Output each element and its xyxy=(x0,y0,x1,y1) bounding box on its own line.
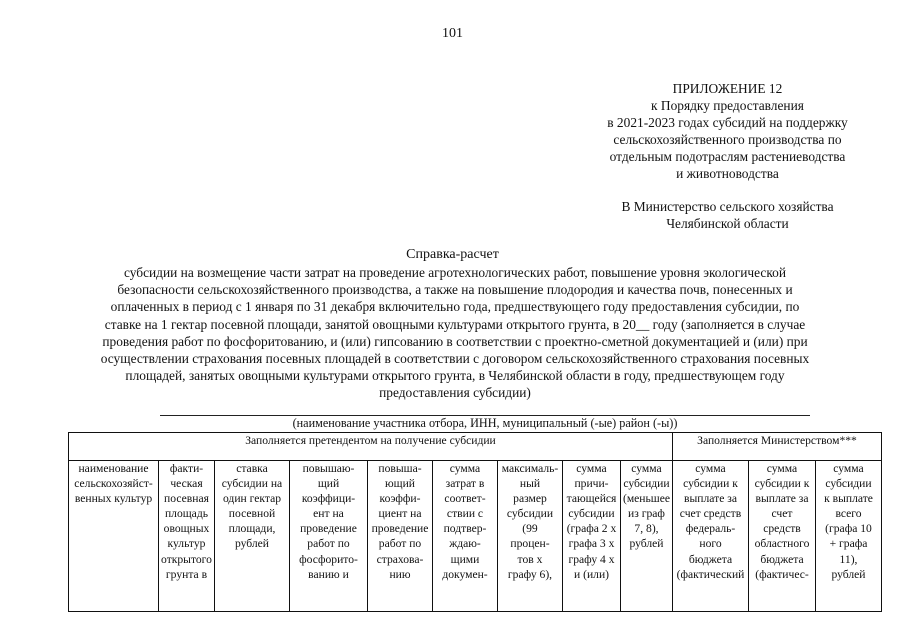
appendix-line: и животноводства xyxy=(676,166,779,181)
column-header-line: один гектар xyxy=(222,492,282,506)
column-header-line: факти- xyxy=(169,462,204,475)
appendix-header xyxy=(585,80,870,182)
column-header-line: площади, xyxy=(228,522,276,536)
column-header-line: ждаю- xyxy=(449,537,481,551)
column-header-line: рублей xyxy=(629,537,664,551)
column-header xyxy=(159,461,215,612)
column-header-line: ент на xyxy=(313,507,344,521)
column-header-line: площадь xyxy=(164,507,209,521)
column-header-line: 11), xyxy=(839,552,858,566)
column-header xyxy=(368,461,433,612)
description-line: оплаченных в период с 1 января по 31 декабря включительно года, предшествующего году предоставления субсидии, по xyxy=(110,299,800,315)
column-header-line: ставка xyxy=(236,462,268,475)
column-header-line: ческая xyxy=(170,477,203,491)
column-header-line: венных культур xyxy=(74,492,153,506)
column-header-line: (графа 10 xyxy=(825,522,872,536)
column-header-line: графу 4 х xyxy=(568,552,615,566)
column-header-line: субсидии xyxy=(568,507,615,521)
column-header-line: посевная xyxy=(164,492,209,506)
appendix-line: в 2021-2023 годах субсидий на поддержку xyxy=(607,115,848,130)
column-header xyxy=(433,461,498,612)
group-ministry-header: Заполняется Министерством*** xyxy=(673,433,882,461)
column-header-line: ванию и xyxy=(308,567,349,581)
description-line: безопасности сельскохозяйственного производства, а также на повышение плодородия и качества почв, понесенных и xyxy=(117,282,793,298)
addressee-line: Челябинской области xyxy=(666,216,789,231)
column-header-line: сумма xyxy=(833,462,864,475)
appendix-line: отдельным подотраслям растениеводства xyxy=(609,149,846,164)
column-header xyxy=(563,461,621,612)
column-header-line: (фактичес- xyxy=(755,567,809,581)
column-header-line: сумма xyxy=(576,462,607,475)
column-header-line: субсидии к xyxy=(683,477,738,491)
column-header-line: субсидии к xyxy=(754,477,810,491)
column-header-line: ющий xyxy=(385,477,415,491)
column-header-line: рублей xyxy=(234,537,270,551)
column-header-line: выплате за xyxy=(684,492,737,506)
column-header-line: соответ- xyxy=(444,492,486,506)
column-header-line: наименование xyxy=(78,462,149,475)
column-header-line: сельскохозяйст- xyxy=(74,477,153,491)
document-title: Справка-расчет xyxy=(406,247,499,262)
column-header-line: коэффици- xyxy=(301,492,356,506)
column-header-line: средств xyxy=(763,522,801,536)
column-header xyxy=(816,461,882,612)
description-line: проведения работ по фосфоритованию, и (или) гипсованию в соответствии с проектно-сметной документацией и (или) при xyxy=(102,333,808,349)
column-header-line: бюджета xyxy=(688,552,733,566)
column-header-line: субсидии xyxy=(623,477,670,491)
column-header-line: страхова- xyxy=(376,552,424,566)
column-header-line: ного xyxy=(699,537,722,551)
addressee-line: В Министерство сельского хозяйства xyxy=(621,199,834,214)
description-line: субсидии на возмещение части затрат на проведение агротехнологических работ, повышение уровня экологической xyxy=(123,265,787,280)
table-header-row xyxy=(69,461,882,612)
column-header-line: тов х xyxy=(517,552,543,566)
column-header-line: повышаю- xyxy=(302,462,355,475)
column-header-line: субсидии xyxy=(506,507,554,521)
column-header-line: максималь- xyxy=(501,462,559,475)
column-header-line: и (или) xyxy=(573,567,610,581)
column-header-line: щими xyxy=(450,552,480,566)
column-header xyxy=(621,461,673,612)
column-header-line: графу 6), xyxy=(507,567,553,581)
column-header-line: проведение xyxy=(300,522,357,536)
column-header xyxy=(290,461,368,612)
column-header-line: счет средств xyxy=(679,507,742,521)
column-header-line: областного xyxy=(754,537,810,551)
appendix-line: сельскохозяйственного производства по xyxy=(613,132,842,147)
participant-caption: (наименование участника отбора, ИНН, муниципальный (-ые) район (-ы)) xyxy=(292,416,678,430)
description-line: осуществлении страхования посевных площадей в соответствии с договором сельскохозяйственного страхования посевных xyxy=(100,351,810,367)
column-header-line: циент на xyxy=(378,507,422,521)
column-header-line: работ по xyxy=(307,537,350,551)
column-header-line: открытого xyxy=(161,552,212,566)
column-header-line: тающейся xyxy=(566,492,617,506)
column-header-line: культур xyxy=(167,537,206,551)
column-header-line: грунта в xyxy=(165,567,208,581)
column-header-line: фосфорито- xyxy=(299,552,358,566)
column-header-line: докумен- xyxy=(442,567,488,581)
column-header-line: субсидии на xyxy=(221,477,283,491)
column-header-line: коэффи- xyxy=(379,492,421,506)
column-header-line: размер xyxy=(513,492,547,506)
document-description xyxy=(55,264,855,402)
column-header xyxy=(749,461,816,612)
column-header-line: из граф xyxy=(628,507,665,521)
column-header-line: к выплате xyxy=(824,492,873,506)
page-number: 101 xyxy=(442,26,463,41)
calculation-table xyxy=(68,432,882,612)
column-header-line: ствии с xyxy=(446,507,484,521)
description-line: площадей, занятых овощными культурами открытого грунта, в Челябинской области в году, предшествующем году xyxy=(125,368,785,384)
column-header-line: работ по xyxy=(378,537,422,551)
column-header-line: сумма xyxy=(631,462,662,475)
appendix-line: к Порядку предоставления xyxy=(651,98,804,113)
column-header-line: субсидии xyxy=(825,477,872,491)
column-header-line: федераль- xyxy=(685,522,736,536)
column-header-line: выплате за xyxy=(755,492,809,506)
column-header-line: посевной xyxy=(228,507,276,521)
column-header-line: всего xyxy=(835,507,862,521)
column-header xyxy=(673,461,749,612)
table-group-row xyxy=(69,433,882,461)
description-line: ставке на 1 гектар посевной площади, занятой овощными культурами открытого грунта, в 20__ году (заполняется в случае xyxy=(104,316,806,332)
column-header-line: + графа xyxy=(829,537,868,551)
column-header-line: затрат в xyxy=(445,477,485,491)
column-header-line: сумма xyxy=(449,462,481,475)
column-header xyxy=(498,461,563,612)
column-header xyxy=(69,461,159,612)
column-header-line: рублей xyxy=(831,567,866,581)
column-header-line: бюджета xyxy=(760,552,804,566)
column-header xyxy=(215,461,290,612)
description-line: предоставления субсидии) xyxy=(379,385,531,401)
column-header-line: нию xyxy=(389,567,411,581)
column-header-line: подтвер- xyxy=(443,522,487,536)
addressee xyxy=(585,198,870,232)
appendix-line: ПРИЛОЖЕНИЕ 12 xyxy=(672,81,783,96)
column-header-line: (графа 2 х xyxy=(566,522,617,536)
column-header-line: ный xyxy=(519,477,541,491)
column-header-line: счет xyxy=(771,507,793,521)
column-header-line: овощных xyxy=(163,522,210,536)
column-header-line: сумма xyxy=(766,462,798,475)
column-header-line: (меньшее xyxy=(622,492,671,506)
column-header-line: повыша- xyxy=(378,462,422,475)
column-header-line: (фактический xyxy=(676,567,745,581)
column-header-line: 7, 8), xyxy=(634,522,659,536)
column-header-line: причи- xyxy=(574,477,609,491)
column-header-line: (99 xyxy=(522,522,538,536)
column-header-line: сумма xyxy=(695,462,726,475)
column-header-line: щий xyxy=(317,477,340,491)
group-applicant-header: Заполняется претендентом на получение субсидии xyxy=(69,433,673,461)
column-header-line: проведение xyxy=(371,522,429,536)
column-header-line: графа 3 х xyxy=(568,537,615,551)
column-header-line: процен- xyxy=(510,537,550,551)
